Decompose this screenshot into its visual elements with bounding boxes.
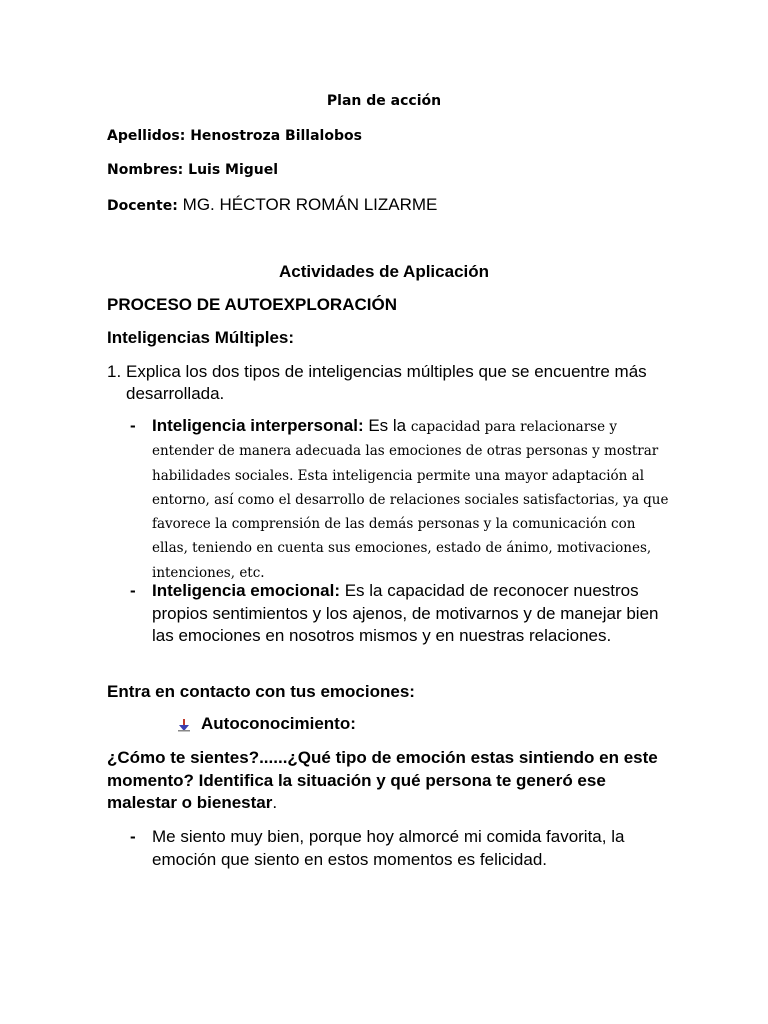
question-1-text: Explica los dos tipos de inteligencias múltiples que se encuentre más desarrollada. bbox=[126, 362, 647, 403]
docente-line bbox=[107, 195, 437, 215]
section-subtitle: PROCESO DE AUTOEXPLORACIÓN bbox=[107, 295, 397, 314]
emotion-question-text: ¿Cómo te sientes?......¿Qué tipo de emoción estas sintiendo en este momento? Identifica la situación y qué persona te generó ese malestar o bienestar bbox=[107, 748, 658, 812]
nombres-label: Nombres: bbox=[107, 162, 184, 178]
emotion-question bbox=[107, 747, 667, 815]
topic-heading: Inteligencias Múltiples: bbox=[107, 328, 295, 347]
bullet-interpersonal-body: capacidad para relacionarse y entender de manera adecuada las emociones de otras personas y mostrar habilidades sociales. Esta inteligencia permite una mayor adaptación al entorno, así como el desarrollo de relaciones sociales satisfactorias, ya que favorece la comprensión de las demás personas y la comunicación con ellas, teniendo en cuenta sus emociones, estado de ánimo, motivaciones, intenciones, etc. bbox=[152, 419, 669, 581]
emotion-question-end: . bbox=[272, 793, 278, 812]
list-number: 1. bbox=[107, 362, 122, 381]
bullet-interpersonal-lead-rest: Es la bbox=[363, 416, 411, 435]
bullet-emocional-body: Es la capacidad de reconocer nuestros propios sentimientos y los ajenos, de motivarnos y de manejar bien las emociones en nosotros mismos y en nuestras relaciones. bbox=[152, 581, 659, 645]
docente-label: Docente: bbox=[107, 198, 178, 214]
dash-bullet: - bbox=[130, 416, 136, 435]
apellidos-line bbox=[107, 128, 362, 144]
docente-value: MG. HÉCTOR ROMÁN LIZARME bbox=[182, 195, 438, 214]
document-title: Plan de acción bbox=[326, 93, 442, 109]
question-1 bbox=[107, 361, 667, 405]
autoconocimiento-item bbox=[178, 714, 356, 734]
apellidos-value: Henostroza Billalobos bbox=[190, 128, 362, 144]
section-title: Actividades de Aplicación bbox=[278, 262, 490, 281]
nombres-value: Luis Miguel bbox=[188, 162, 279, 178]
bullet-emocional bbox=[130, 580, 670, 648]
apellidos-label: Apellidos: bbox=[107, 128, 186, 144]
bullet-interpersonal-lead: Inteligencia interpersonal: bbox=[152, 416, 364, 435]
answer-text: Me siento muy bien, porque hoy almorcé mi comida favorita, la emoción que siento en estos momentos es felicidad. bbox=[152, 827, 625, 869]
dash-bullet: - bbox=[130, 581, 136, 600]
dash-bullet: - bbox=[130, 827, 136, 846]
autoconocimiento-label: Autoconocimiento: bbox=[201, 714, 356, 733]
bullet-emocional-lead: Inteligencia emocional: bbox=[152, 581, 340, 600]
arrow-bullet-icon bbox=[178, 718, 190, 732]
bullet-interpersonal bbox=[130, 414, 670, 585]
nombres-line bbox=[107, 162, 278, 178]
emotions-heading: Entra en contacto con tus emociones: bbox=[107, 682, 415, 701]
answer-bullet bbox=[130, 826, 670, 871]
